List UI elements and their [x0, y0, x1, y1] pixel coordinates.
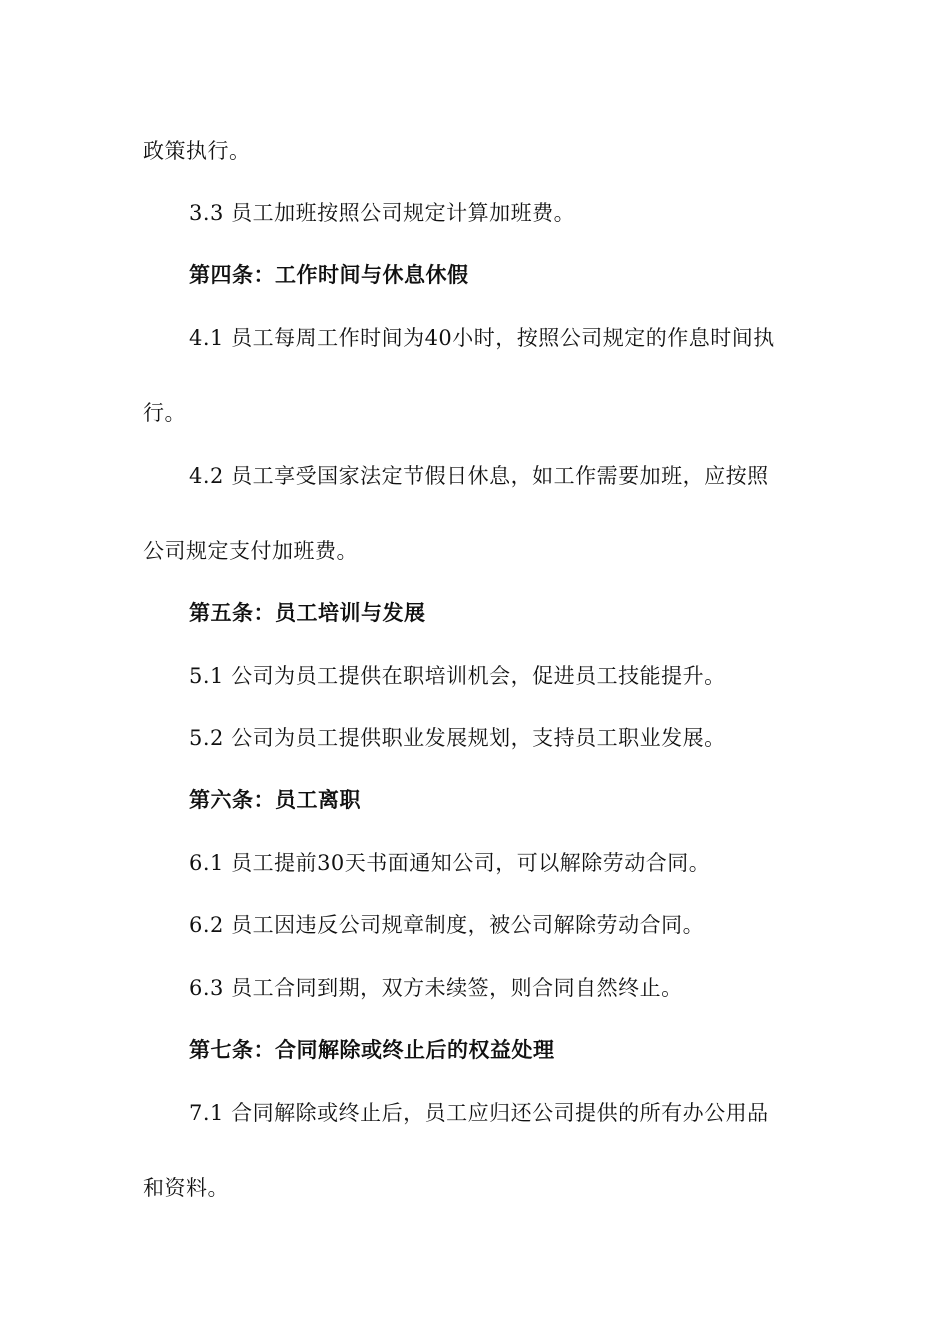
section-heading-6: 第六条：员工离职 — [189, 788, 361, 812]
section-heading-5: 第五条：员工培训与发展 — [189, 601, 426, 625]
clause-5-2: 5.2 公司为员工提供职业发展规划，支持员工职业发展。 — [189, 726, 726, 750]
clause-5-1: 5.1 公司为员工提供在职培训机会，促进员工技能提升。 — [189, 664, 726, 688]
clause-3-3: 3.3 员工加班按照公司规定计算加班费。 — [189, 201, 576, 225]
clause-7-1-continuation: 和资料。 — [143, 1176, 229, 1200]
clause-7-1: 7.1 合同解除或终止后，员工应归还公司提供的所有办公用品 — [189, 1101, 769, 1125]
clause-4-1: 4.1 员工每周工作时间为40小时，按照公司规定的作息时间执 — [189, 326, 775, 350]
section-heading-7: 第七条：合同解除或终止后的权益处理 — [189, 1038, 555, 1062]
clause-4-1-continuation: 行。 — [143, 401, 186, 425]
clause-4-2: 4.2 员工享受国家法定节假日休息，如工作需要加班，应按照 — [189, 464, 769, 488]
section-heading-4: 第四条：工作时间与休息休假 — [189, 263, 469, 287]
clause-4-2-continuation: 公司规定支付加班费。 — [143, 539, 358, 563]
clause-6-3: 6.3 员工合同到期，双方未续签，则合同自然终止。 — [189, 976, 683, 1000]
paragraph-continuation: 政策执行。 — [143, 139, 251, 163]
clause-6-1: 6.1 员工提前30天书面通知公司，可以解除劳动合同。 — [189, 851, 711, 875]
clause-6-2: 6.2 员工因违反公司规章制度，被公司解除劳动合同。 — [189, 913, 705, 937]
